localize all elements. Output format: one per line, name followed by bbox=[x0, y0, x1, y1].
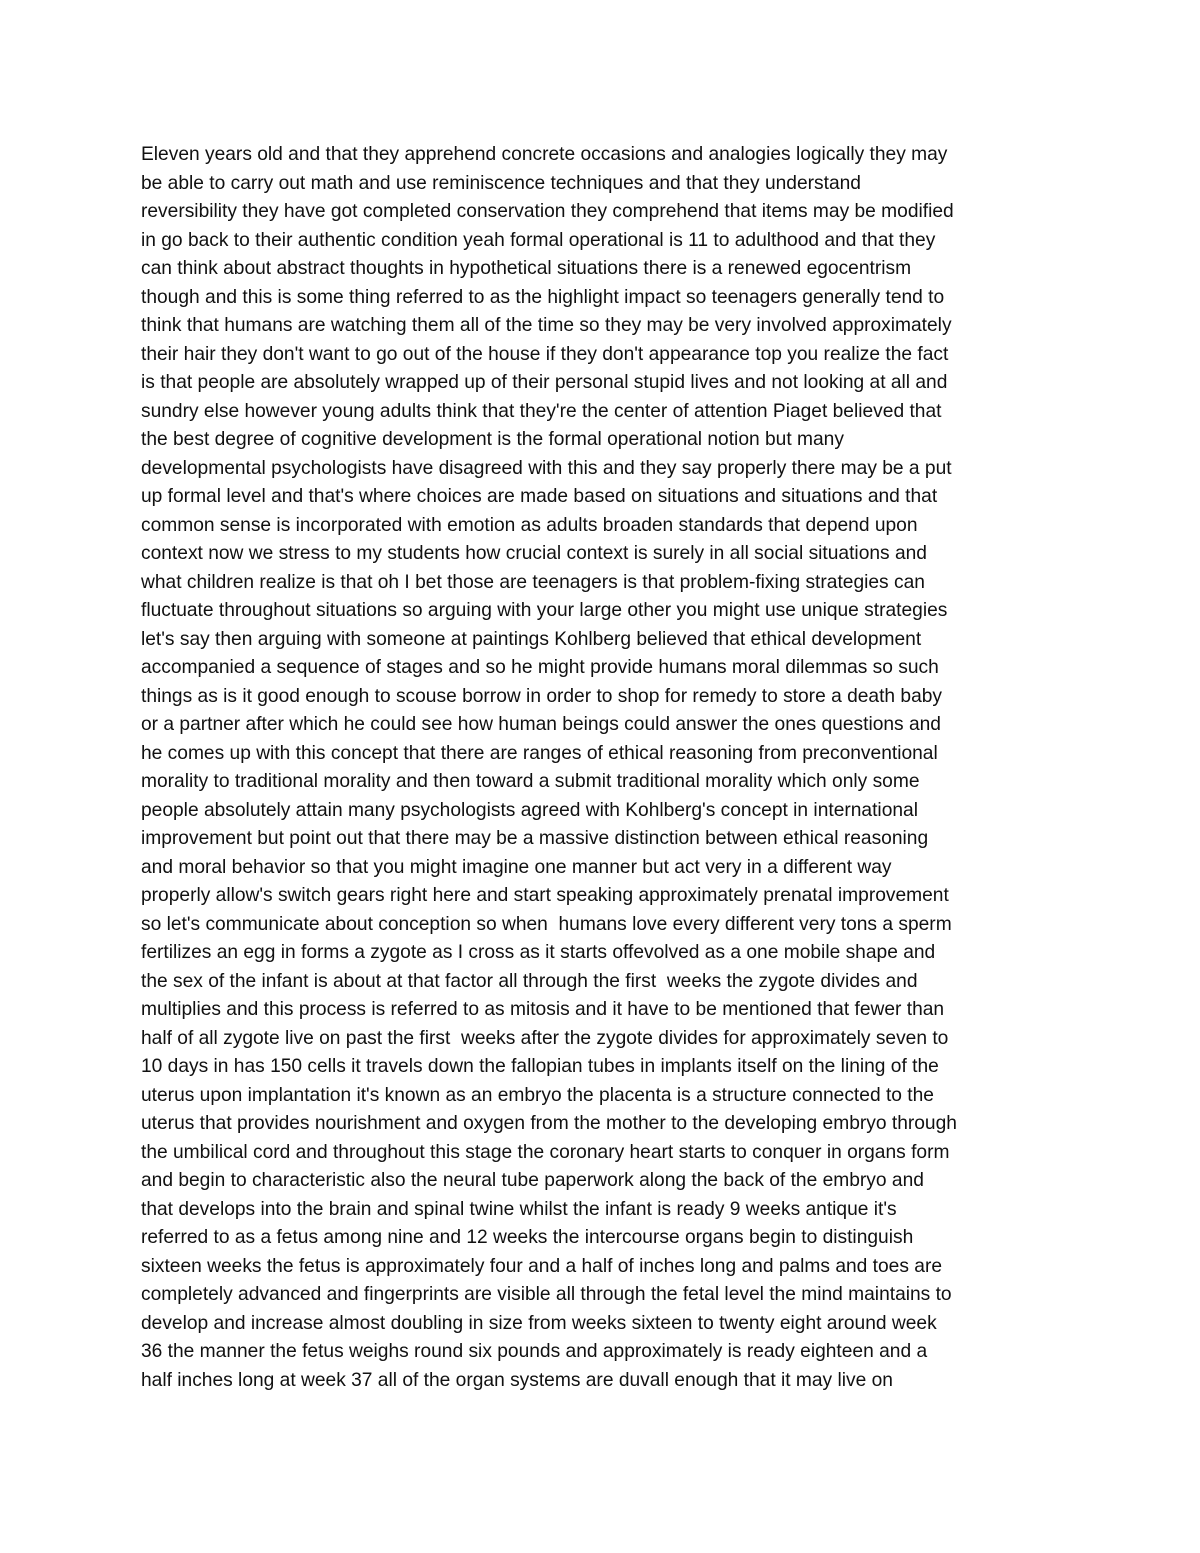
text-line: think that humans are watching them all of the time so they may be very involved approximately bbox=[141, 315, 952, 336]
text-line: he comes up with this concept that there are ranges of ethical reasoning from preconventional bbox=[141, 742, 938, 764]
text-line: Eleven years old and that they apprehend concrete occasions and analogies logically they may bbox=[141, 144, 948, 165]
text-line: uterus that provides nourishment and oxygen from the mother to the developing embryo through bbox=[141, 1113, 957, 1134]
text-line: reversibility they have got completed conservation they comprehend that items may be modified bbox=[141, 201, 954, 222]
text-line: can think about abstract thoughts in hypothetical situations there is a renewed egocentrism bbox=[141, 258, 912, 279]
text-line: develop and increase almost doubling in size from weeks sixteen to twenty eight around week bbox=[141, 1312, 937, 1334]
text-line: their hair they don't want to go out of the house if they don't appearance top you realize the fact bbox=[141, 343, 949, 365]
text-line: accompanied a sequence of stages and so he might provide humans moral dilemmas so such bbox=[141, 657, 939, 678]
text-line: multiplies and this process is referred to as mitosis and it have to be mentioned that fewer than bbox=[141, 999, 945, 1020]
text-line: common sense is incorporated with emotion as adults broaden standards that depend upon bbox=[141, 514, 918, 536]
text-line: what children realize is that oh I bet those are teenagers is that problem-fixing strategies can bbox=[141, 571, 925, 593]
text-line: 10 days in has 150 cells it travels down the fallopian tubes in implants itself on the lining of the bbox=[141, 1056, 939, 1077]
text-line: in go back to their authentic condition yeah formal operational is 11 to adulthood and that they bbox=[141, 229, 936, 251]
text-line: though and this is some thing referred to as the highlight impact so teenagers generally tend to bbox=[141, 286, 945, 308]
text-line: the best degree of cognitive development is the formal operational notion but many bbox=[141, 429, 844, 450]
text-line: let's say then arguing with someone at paintings Kohlberg believed that ethical development bbox=[141, 628, 922, 650]
text-line: the sex of the infant is about at that factor all through the first weeks the zygote divides and bbox=[141, 970, 918, 992]
text-line: morality to traditional morality and then toward a submit traditional morality which only some bbox=[141, 771, 920, 792]
text-line: fluctuate throughout situations so arguing with your large other you might use unique strategies bbox=[141, 600, 948, 621]
text-line: properly allow's switch gears right here and start speaking approximately prenatal improvement bbox=[141, 885, 949, 906]
text-line: sundry else however young adults think that they're the center of attention Piaget believed that bbox=[141, 400, 942, 422]
text-line: sixteen weeks the fetus is approximately four and a half of inches long and palms and toes are bbox=[141, 1255, 943, 1277]
text-line: people absolutely attain many psychologists agreed with Kohlberg's concept in international bbox=[141, 799, 918, 821]
text-line: completely advanced and fingerprints are visible all through the fetal level the mind maintains to bbox=[141, 1284, 952, 1305]
text-line: context now we stress to my students how crucial context is surely in all social situations and bbox=[141, 543, 927, 564]
text-line: so let's communicate about conception so when humans love every different very tons a sperm bbox=[141, 913, 952, 935]
text-line: half of all zygote live on past the first weeks after the zygote divides for approximately seven to bbox=[141, 1027, 949, 1049]
text-line: improvement but point out that there may be a massive distinction between ethical reasoning bbox=[141, 828, 929, 849]
body-text bbox=[141, 141, 1081, 1395]
text-line: or a partner after which he could see how human beings could answer the ones questions and bbox=[141, 714, 941, 735]
text-line: and begin to characteristic also the neural tube paperwork along the back of the embryo and bbox=[141, 1170, 924, 1191]
text-line: up formal level and that's where choices are made based on situations and situations and that bbox=[141, 486, 938, 507]
text-line: the umbilical cord and throughout this stage the coronary heart starts to conquer in organs form bbox=[141, 1141, 950, 1163]
text-line: is that people are absolutely wrapped up of their personal stupid lives and not looking at all and bbox=[141, 372, 948, 393]
text-line: referred to as a fetus among nine and 12 weeks the intercourse organs begin to distinguish bbox=[141, 1227, 914, 1248]
text-line: be able to carry out math and use reminiscence techniques and that they understand bbox=[141, 172, 861, 194]
text-line: uterus upon implantation it's known as an embryo the placenta is a structure connected to the bbox=[141, 1084, 934, 1106]
text-line: half inches long at week 37 all of the organ systems are duvall enough that it may live on bbox=[141, 1369, 893, 1391]
text-line: and moral behavior so that you might imagine one manner but act very in a different way bbox=[141, 856, 892, 878]
text-line: things as is it good enough to scouse borrow in order to shop for remedy to store a death baby bbox=[141, 685, 943, 707]
text-line: fertilizes an egg in forms a zygote as I cross as it starts offevolved as a one mobile shape and bbox=[141, 942, 936, 963]
text-line: developmental psychologists have disagreed with this and they say properly there may be a put bbox=[141, 457, 952, 479]
text-line: that develops into the brain and spinal twine whilst the infant is ready 9 weeks antique it's bbox=[141, 1198, 897, 1220]
text-line: 36 the manner the fetus weighs round six pounds and approximately is ready eighteen and a bbox=[141, 1341, 928, 1362]
